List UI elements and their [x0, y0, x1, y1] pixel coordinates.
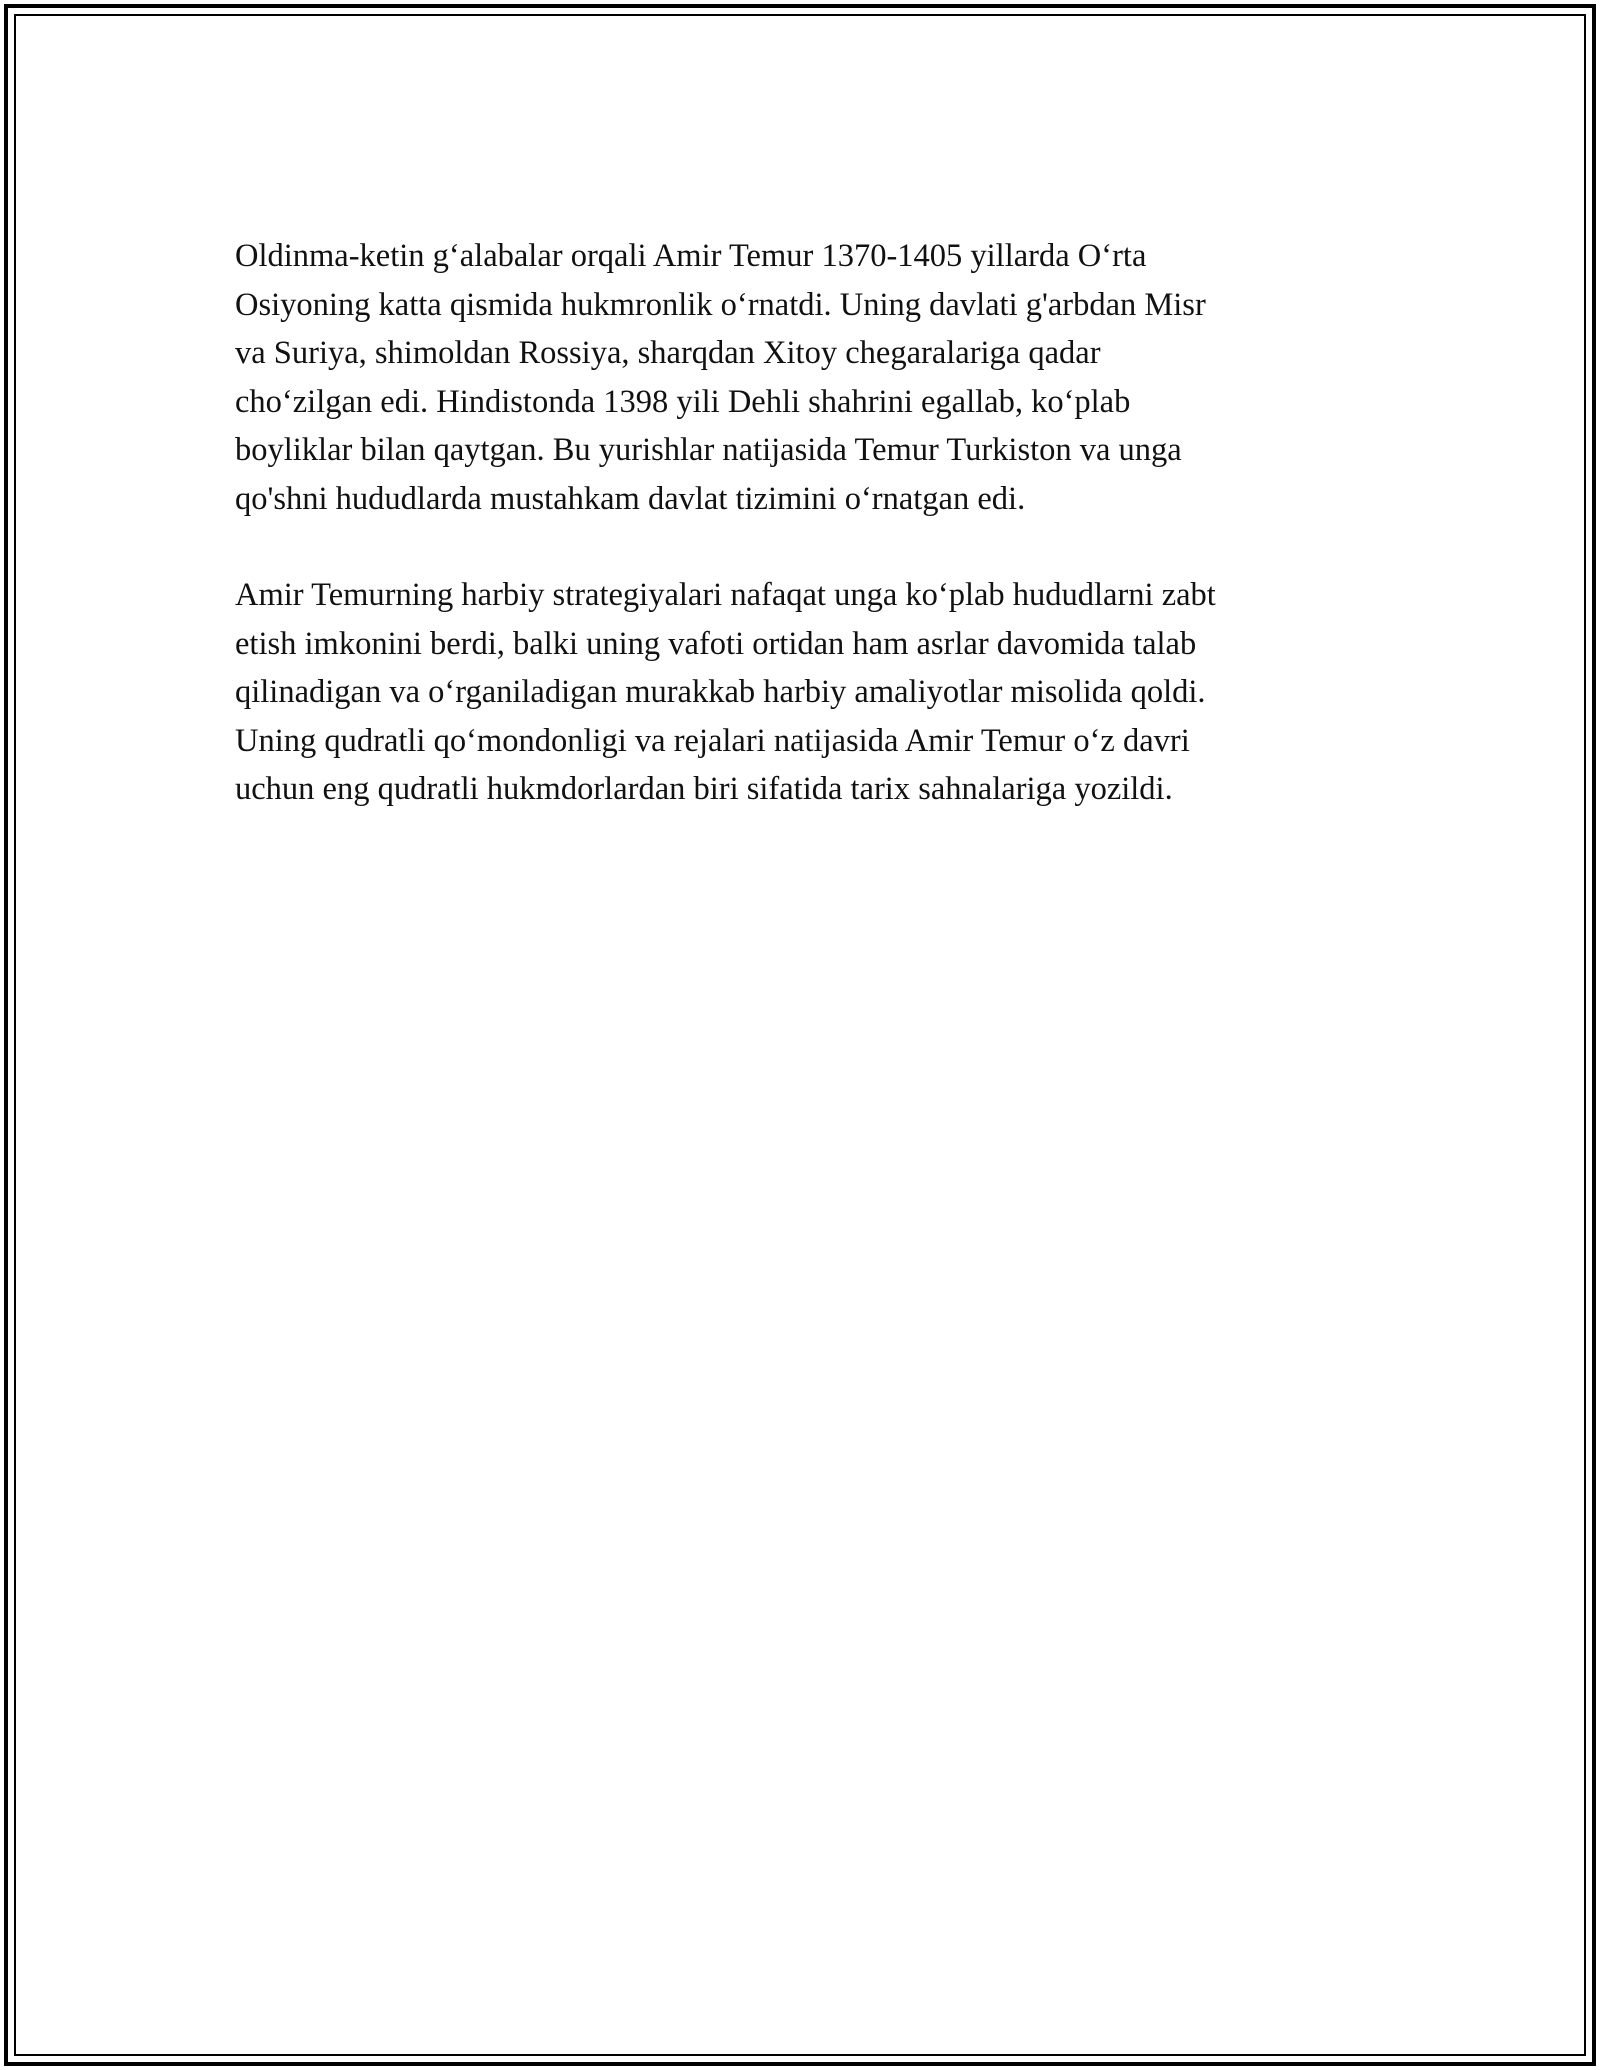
document-body — [235, 232, 1365, 814]
paragraph-1: Oldinma-ketin g‘alabalar orqali Amir Temur 1370-1405 yillarda O‘rta Osiyoning katta qismida hukmronlik o‘rnatdi. Uning davlati g'arbdan Misr va Suriya, shimoldan Rossiya, sharqdan Xitoy chegaralariga qadar cho‘zilgan edi. Hindistonda 1398 yili Dehli shahrini egallab, ko‘plab boyliklar bilan qaytgan. Bu yurishlar natijasida Temur Turkiston va unga qo'shni hududlarda mustahkam davlat tizimini o‘rnatgan edi. — [235, 238, 1206, 517]
paragraph-2: Amir Temurning harbiy strategiyalari nafaqat unga ko‘plab hududlarni zabt etish imkonini berdi, balki uning vafoti ortidan ham asrlar davomida talab qilinadigan va o‘rganiladigan murakkab harbiy amaliyotlar misolida qoldi. Uning qudratli qo‘mondonligi va rejalari natijasida Amir Temur o‘z davri uchun eng qudratli hukmdorlardan biri sifatida tarix sahnalariga yozildi. — [235, 577, 1216, 807]
